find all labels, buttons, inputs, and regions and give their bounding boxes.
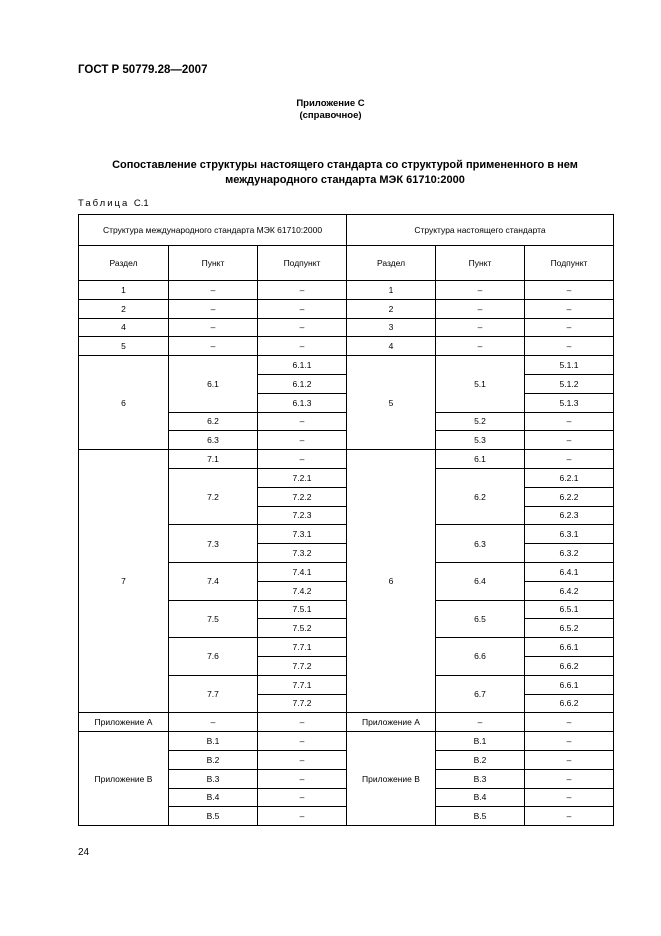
comparison-table — [78, 214, 614, 826]
left-subclause-cell: 6.1.2 — [258, 374, 347, 393]
left-subclause-cell: 7.7.1 — [258, 675, 347, 694]
left-clause-cell: В.4 — [169, 788, 258, 807]
left-subclause-cell: 6.1.1 — [258, 356, 347, 375]
right-subclause-cell: 6.6.2 — [525, 694, 614, 713]
right-subclause-cell: – — [525, 788, 614, 807]
right-subclause-cell: 5.1.1 — [525, 356, 614, 375]
table-caption — [78, 198, 149, 209]
left-clause-cell: 7.3 — [169, 525, 258, 563]
col-header-section-left: Раздел — [79, 246, 169, 281]
left-subclause-cell: 7.7.2 — [258, 694, 347, 713]
right-clause-cell: – — [436, 299, 525, 318]
left-subclause-cell: – — [258, 431, 347, 450]
left-subclause-cell: – — [258, 732, 347, 751]
right-subclause-cell: 6.4.1 — [525, 562, 614, 581]
right-clause-cell: В.5 — [436, 807, 525, 826]
table-row — [79, 356, 614, 375]
left-clause-cell: В.1 — [169, 732, 258, 751]
left-subclause-cell: 7.4.2 — [258, 581, 347, 600]
right-subclause-cell: – — [525, 281, 614, 300]
right-subclause-cell: 6.4.2 — [525, 581, 614, 600]
right-clause-cell: 6.3 — [436, 525, 525, 563]
document-title — [78, 158, 612, 188]
left-subclause-cell: – — [258, 281, 347, 300]
left-subclause-cell: 7.5.2 — [258, 619, 347, 638]
table-row — [79, 337, 614, 356]
right-clause-cell: – — [436, 713, 525, 732]
left-clause-cell: 7.7 — [169, 675, 258, 713]
left-section-cell: 4 — [79, 318, 169, 337]
left-subclause-cell: – — [258, 750, 347, 769]
left-subclause-cell: 7.2.1 — [258, 468, 347, 487]
left-clause-cell: В.2 — [169, 750, 258, 769]
left-section-cell: 2 — [79, 299, 169, 318]
col-header-section-right: Раздел — [347, 246, 436, 281]
left-subclause-cell: 7.7.1 — [258, 638, 347, 657]
right-clause-cell: 5.1 — [436, 356, 525, 412]
right-clause-cell: В.2 — [436, 750, 525, 769]
left-clause-cell: В.5 — [169, 807, 258, 826]
left-subclause-cell: – — [258, 337, 347, 356]
left-subclause-cell: – — [258, 769, 347, 788]
left-subclause-cell: – — [258, 299, 347, 318]
left-subclause-cell: – — [258, 318, 347, 337]
table-row — [79, 281, 614, 300]
left-section-cell: Приложение В — [79, 732, 169, 826]
group-header-right: Структура настоящего стандарта — [347, 215, 614, 246]
left-subclause-cell: – — [258, 788, 347, 807]
col-header-clause-right: Пункт — [436, 246, 525, 281]
right-clause-cell: 5.2 — [436, 412, 525, 431]
page-number: 24 — [78, 847, 90, 858]
col-header-clause-left: Пункт — [169, 246, 258, 281]
document-title-line-1: Сопоставление структуры настоящего стандарта со структурой примененного в нем — [112, 159, 578, 171]
left-clause-cell: 7.5 — [169, 600, 258, 638]
left-clause-cell: – — [169, 281, 258, 300]
left-clause-cell: 7.6 — [169, 638, 258, 676]
right-section-cell: 4 — [347, 337, 436, 356]
left-clause-cell: – — [169, 337, 258, 356]
right-subclause-cell: 6.6.1 — [525, 638, 614, 657]
right-section-cell: 6 — [347, 450, 436, 713]
left-clause-cell: 7.2 — [169, 468, 258, 524]
right-subclause-cell: – — [525, 750, 614, 769]
left-subclause-cell: 7.2.2 — [258, 487, 347, 506]
group-header-left: Структура международного стандарта МЭК 61710:2000 — [79, 215, 347, 246]
right-subclause-cell: – — [525, 431, 614, 450]
left-subclause-cell: – — [258, 450, 347, 469]
left-clause-cell: 7.1 — [169, 450, 258, 469]
left-subclause-cell: 7.2.3 — [258, 506, 347, 525]
annex-title: Приложение С — [296, 98, 365, 109]
left-section-cell: 7 — [79, 450, 169, 713]
right-subclause-cell: 6.6.2 — [525, 656, 614, 675]
right-clause-cell: В.3 — [436, 769, 525, 788]
right-clause-cell: – — [436, 337, 525, 356]
left-subclause-cell: 7.4.1 — [258, 562, 347, 581]
right-subclause-cell: – — [525, 337, 614, 356]
col-header-subclause-left: Подпункт — [258, 246, 347, 281]
left-section-cell: 6 — [79, 356, 169, 450]
right-clause-cell: 6.2 — [436, 468, 525, 524]
table-row — [79, 450, 614, 469]
right-subclause-cell: 6.2.1 — [525, 468, 614, 487]
right-clause-cell: 6.4 — [436, 562, 525, 600]
right-clause-cell: 5.3 — [436, 431, 525, 450]
left-section-cell: 1 — [79, 281, 169, 300]
right-subclause-cell: – — [525, 732, 614, 751]
left-clause-cell: 6.1 — [169, 356, 258, 412]
right-subclause-cell: 6.3.1 — [525, 525, 614, 544]
right-subclause-cell: 6.2.2 — [525, 487, 614, 506]
right-clause-cell: 6.5 — [436, 600, 525, 638]
right-subclause-cell: 6.2.3 — [525, 506, 614, 525]
right-clause-cell: 6.7 — [436, 675, 525, 713]
right-subclause-cell: – — [525, 807, 614, 826]
right-clause-cell: – — [436, 281, 525, 300]
left-clause-cell: – — [169, 299, 258, 318]
left-subclause-cell: – — [258, 713, 347, 732]
col-header-subclause-right: Подпункт — [525, 246, 614, 281]
column-header-row — [79, 246, 614, 281]
left-clause-cell: В.3 — [169, 769, 258, 788]
document-title-line-2: международного стандарта МЭК 61710:2000 — [225, 174, 465, 186]
table-row — [79, 318, 614, 337]
right-section-cell: 3 — [347, 318, 436, 337]
right-subclause-cell: 5.1.3 — [525, 393, 614, 412]
left-subclause-cell: 6.1.3 — [258, 393, 347, 412]
group-header-row — [79, 215, 614, 246]
table-row — [79, 299, 614, 318]
table-row — [79, 713, 614, 732]
right-clause-cell: – — [436, 318, 525, 337]
right-section-cell: Приложение В — [347, 732, 436, 826]
standard-header: ГОСТ Р 50779.28—2007 — [78, 64, 208, 76]
right-section-cell: 2 — [347, 299, 436, 318]
right-subclause-cell: 6.5.1 — [525, 600, 614, 619]
right-subclause-cell: – — [525, 450, 614, 469]
left-section-cell: Приложение А — [79, 713, 169, 732]
right-subclause-cell: – — [525, 412, 614, 431]
left-subclause-cell: 7.3.1 — [258, 525, 347, 544]
right-subclause-cell: 6.5.2 — [525, 619, 614, 638]
annex-subtitle: (справочное) — [299, 110, 362, 121]
right-subclause-cell: – — [525, 318, 614, 337]
left-section-cell: 5 — [79, 337, 169, 356]
right-subclause-cell: 5.1.2 — [525, 374, 614, 393]
right-section-cell: Приложение А — [347, 713, 436, 732]
right-section-cell: 1 — [347, 281, 436, 300]
right-subclause-cell: – — [525, 299, 614, 318]
right-subclause-cell: – — [525, 769, 614, 788]
right-clause-cell: 6.1 — [436, 450, 525, 469]
left-clause-cell: – — [169, 713, 258, 732]
right-subclause-cell: 6.6.1 — [525, 675, 614, 694]
right-clause-cell: В.4 — [436, 788, 525, 807]
left-clause-cell: – — [169, 318, 258, 337]
left-clause-cell: 6.3 — [169, 431, 258, 450]
left-subclause-cell: – — [258, 807, 347, 826]
right-clause-cell: В.1 — [436, 732, 525, 751]
table-row — [79, 732, 614, 751]
table-caption-label: Таблица — [78, 198, 130, 209]
left-subclause-cell: – — [258, 412, 347, 431]
left-subclause-cell: 7.7.2 — [258, 656, 347, 675]
right-section-cell: 5 — [347, 356, 436, 450]
left-subclause-cell: 7.3.2 — [258, 544, 347, 563]
left-clause-cell: 6.2 — [169, 412, 258, 431]
right-subclause-cell: – — [525, 713, 614, 732]
right-subclause-cell: 6.3.2 — [525, 544, 614, 563]
right-clause-cell: 6.6 — [436, 638, 525, 676]
left-subclause-cell: 7.5.1 — [258, 600, 347, 619]
table-caption-number: С.1 — [133, 198, 149, 209]
left-clause-cell: 7.4 — [169, 562, 258, 600]
